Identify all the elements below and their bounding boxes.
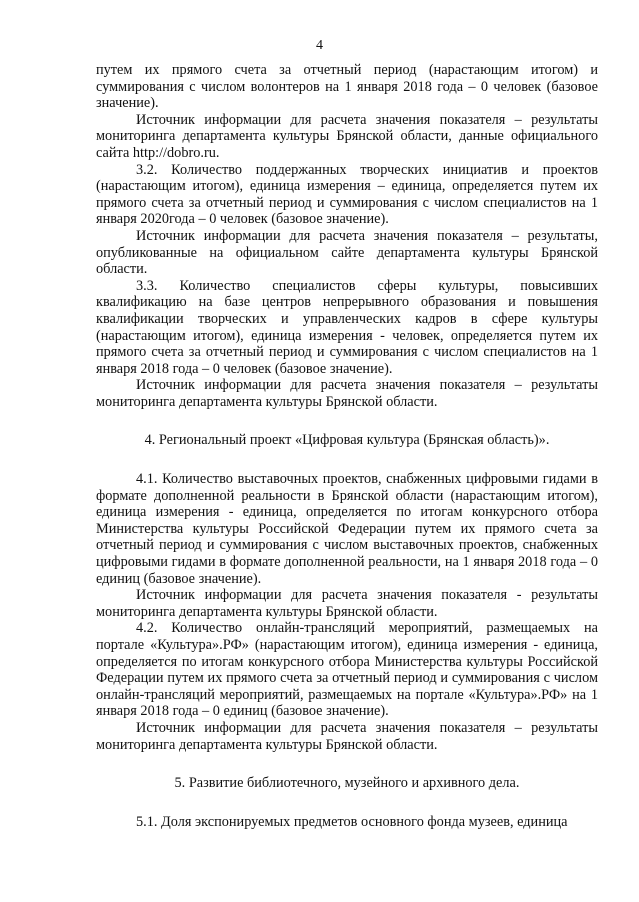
paragraph-volunteers-continuation: путем их прямого счета за отчетный период (нарастающим итогом) и суммирования с числом волонтеров на 1 января 2018 года – 0 человек (базовое значение). bbox=[96, 62, 598, 112]
section-heading-4: 4. Региональный проект «Цифровая культура (Брянская область)». bbox=[144, 432, 550, 449]
page-number: 4 bbox=[316, 38, 323, 53]
paragraph-source-website: Источник информации для расчета значения показателя – результаты, опубликованные на официальном сайте департамента культуры Брянской области. bbox=[96, 227, 598, 278]
paragraph-4-1: 4.1. Количество выставочных проектов, снабженных цифровыми гидами в формате дополненной реальности в Брянской области (нарастающим итогом), единица измерения - единица, определяется по итогам конкурсного отбора Министерства культуры Российской Федерации путем их прямого счета за отчетный период и суммирования с числом выставочных проектов, снабженных цифровыми гидами в формате дополненной реальности, на 1 января 2018 года – 0 единиц (базовое значение). bbox=[96, 471, 598, 587]
paragraph-5-1: 5.1. Доля экспонируемых предметов основного фонда музеев, единица bbox=[136, 813, 568, 830]
paragraph-source-monitoring-3: Источник информации для расчета значения показателя – результаты мониторинга департамента культуры Брянской области. bbox=[96, 719, 598, 753]
paragraph-4-2: 4.2. Количество онлайн-трансляций мероприятий, размещаемых на портале «Культура».РФ» (нарастающим итогом), единица измерения - единица, определяется по итогам конкурсного отбора Министерства культуры Российской Федерации путем их прямого счета за отчетный период и суммирования с числом онлайн-трансляций мероприятий, размещаемых на портале «Культура».РФ» на 1 января 2018 года – 0 единиц (базовое значение). bbox=[96, 620, 598, 720]
paragraph-source-monitoring-1: Источник информации для расчета значения показателя – результаты мониторинга департамента культуры Брянской области. bbox=[96, 377, 598, 410]
paragraph-source-monitoring-2: Источник информации для расчета значения показателя - результаты мониторинга департамента культуры Брянской области. bbox=[96, 587, 598, 620]
section-heading-5: 5. Развитие библиотечного, музейного и архивного дела. bbox=[174, 775, 520, 792]
paragraph-3-3: 3.3. Количество специалистов сферы культуры, повысивших квалификацию на базе центров непрерывного образования и повышения квалификации творческих и управленческих кадров в сфере культуры (нарастающим итогом), единица измерения - человек, определяется путем их прямого счета за отчетный период и суммирования с числом специалистов на 1 января 2018 года – 0 человек (базовое значение). bbox=[96, 277, 598, 377]
paragraph-3-2: 3.2. Количество поддержанных творческих инициатив и проектов (нарастающим итогом), единица измерения – единица, определяется путем их прямого счета за отчетный период и суммирования с числом специалистов на 1 января 2020года – 0 человек (базовое значение). bbox=[96, 161, 598, 228]
paragraph-source-dobro: Источник информации для расчета значения показателя – результаты мониторинга департамента культуры Брянской области, данные официального сайта http://dobro.ru. bbox=[96, 111, 598, 161]
document-body bbox=[96, 62, 598, 830]
